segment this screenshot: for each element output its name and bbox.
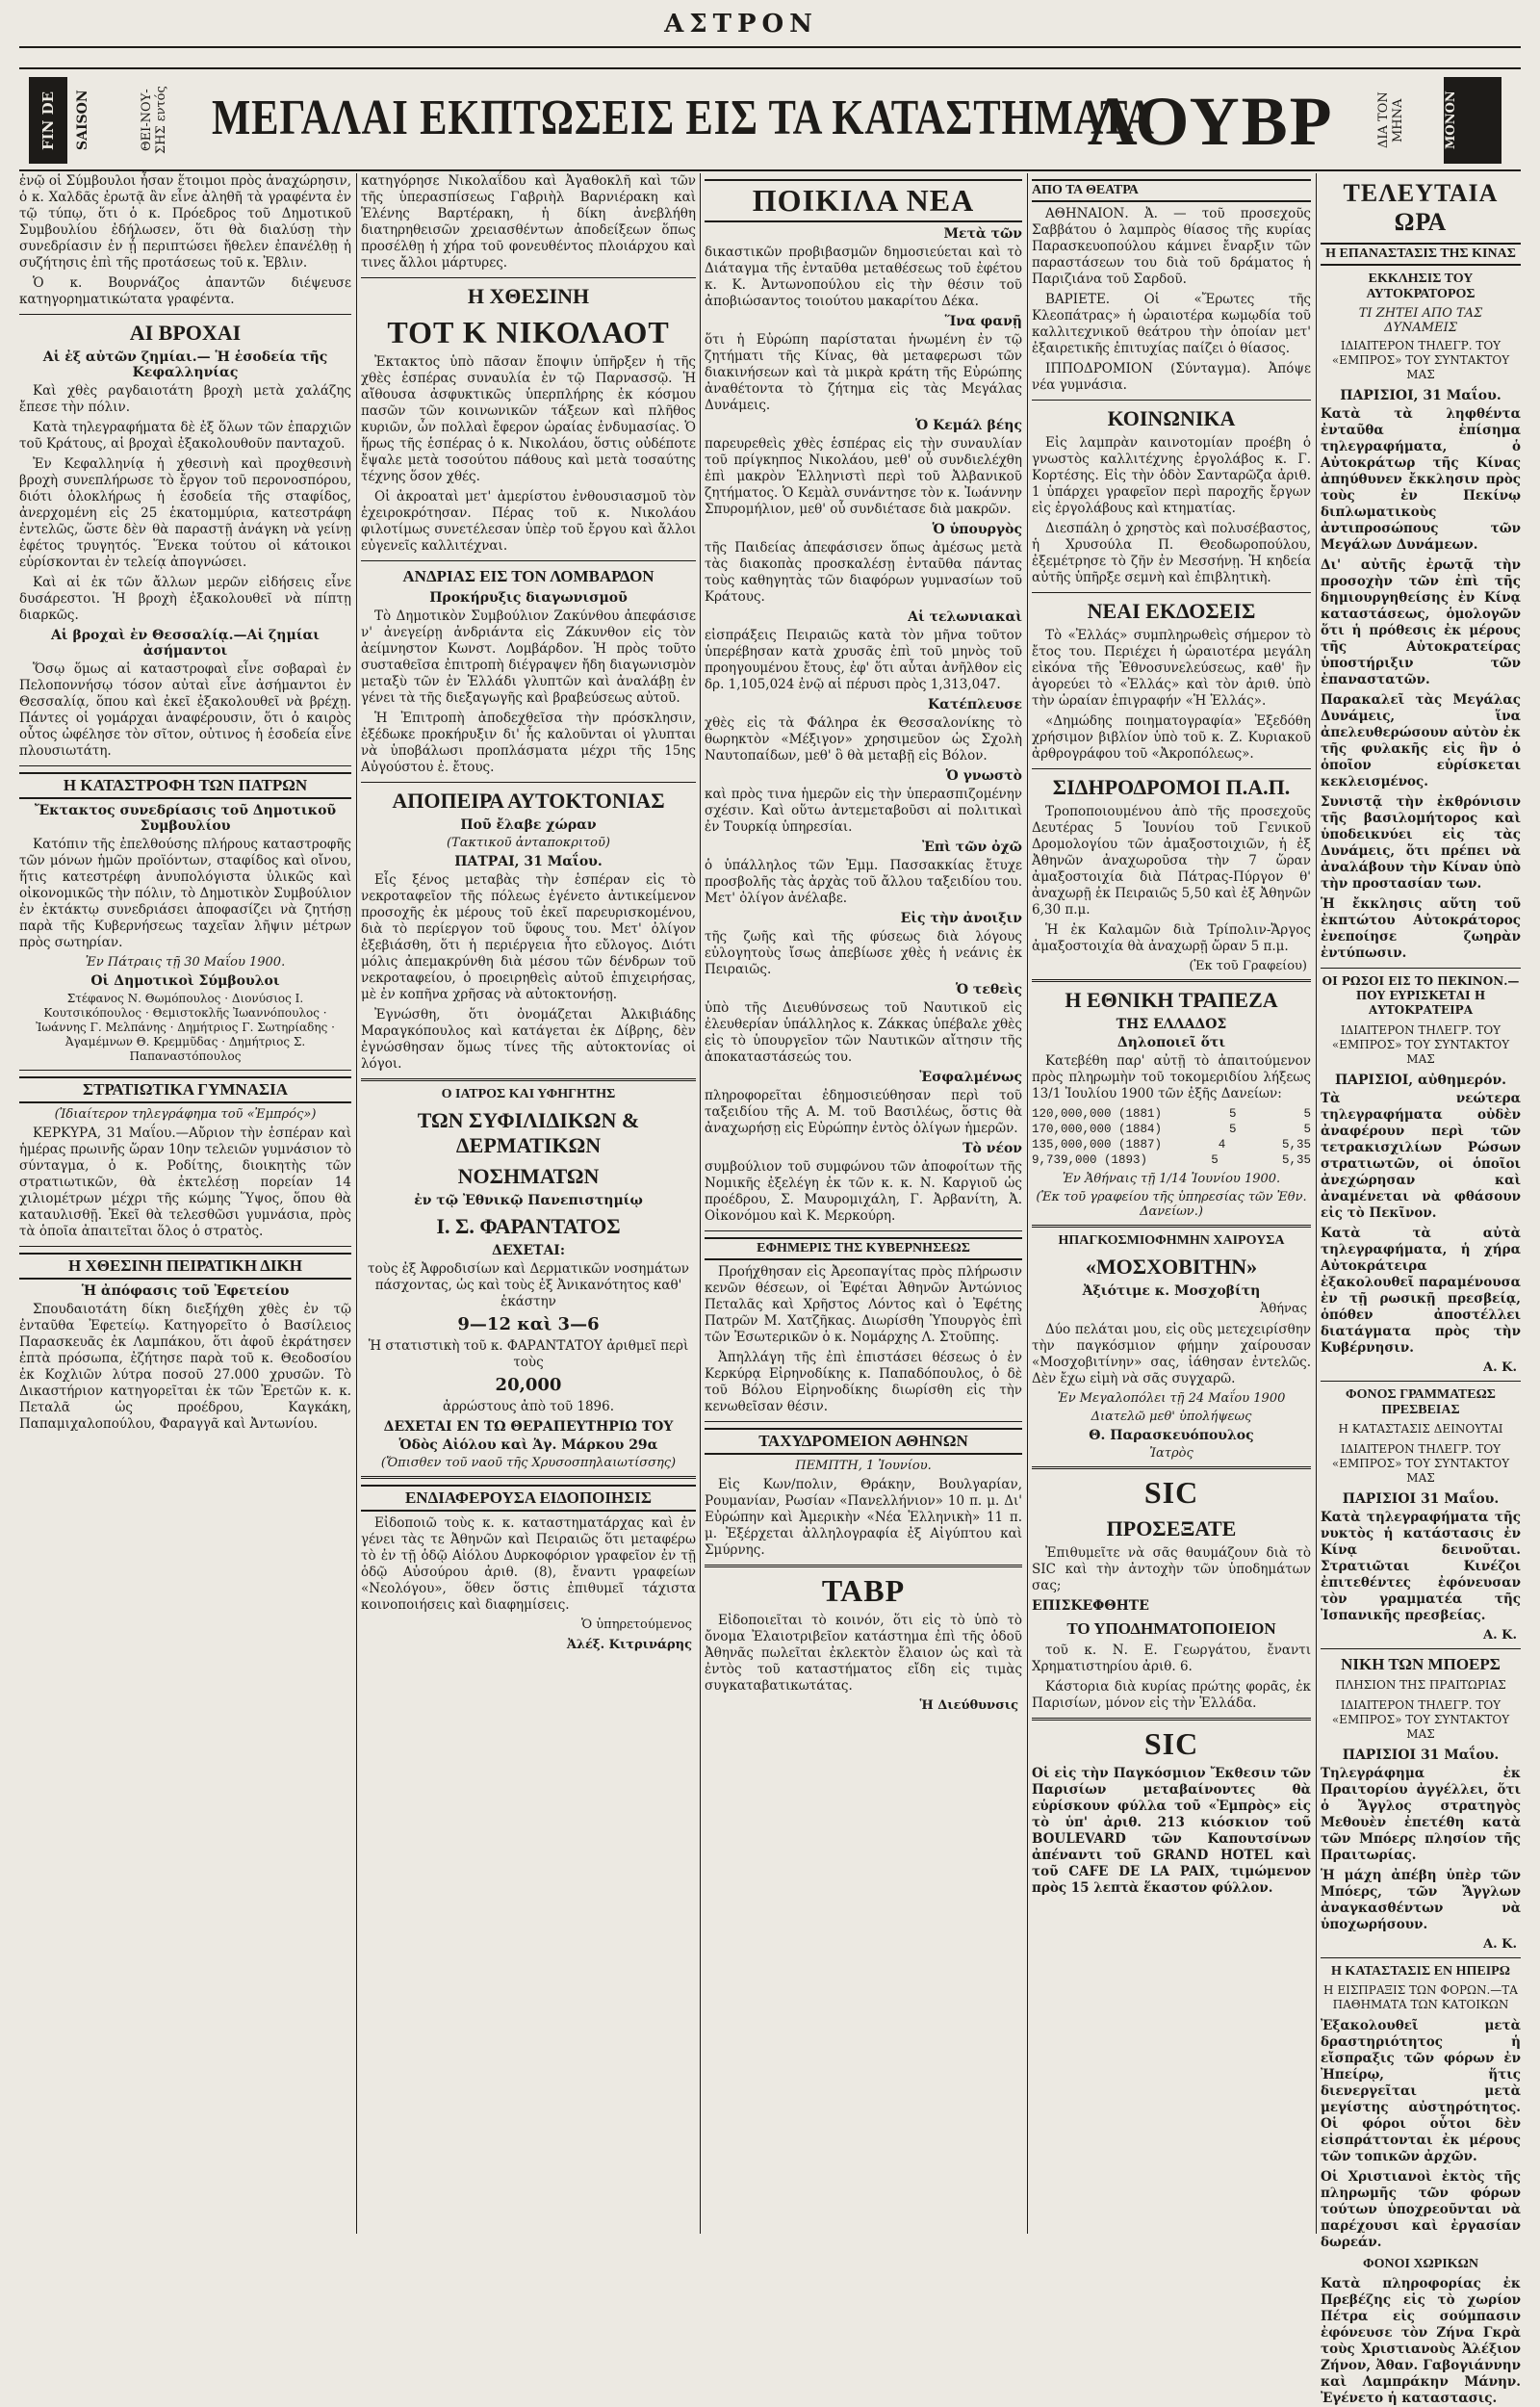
headline-social: ΚΟΙΝΩΝΙΚΑ	[1107, 406, 1236, 430]
subhead-bank-2: Δηλοποιεῖ ὅτι	[1116, 1035, 1226, 1050]
article-text: Κατόπιν τῆς ἐπελθούσης πλήρους καταστροφῆς τῶν μόνων ἡμῶν προϊόντων, σταφίδος καὶ οἴνου, ἥτις κατεστρέφη ἀνυπολόγιστα ὑλικῶς καὶ οἰκονομικῶς τὴν πόλιν, τὸ Δημοτικὸν Συμβούλιον ἐν ἐκτάκτῳ συνεδριάσει ἀποφασίζει νὰ ζητήσῃ παρὰ τῆς Κυβερνήσεως ταχεῖαν λῆψιν μέτρων πρὸς σωτηρίαν.	[19, 837, 351, 950]
article-text: «Δημώδης ποιηματογραφία» Ἐξεδόθη χρήσιμον βιβλίον ὑπὸ τοῦ κ. Ζ. Κυριακοῦ ἀρθρογράφου τοῦ «Ἀκροπόλεως».	[1032, 713, 1311, 762]
item-lead: Ἐσφαλμένως	[919, 1070, 1022, 1085]
hat-ad-salutation: Ἀξιότιμε κ. Μοσχοβίτη	[1082, 1283, 1261, 1299]
subhead-court: Ἡ ἀπόφασις τοῦ Ἐφετείου	[81, 1283, 290, 1299]
sic-visit: ΕΠΙΣΚΕΦΘΗΤΕ	[1032, 1598, 1149, 1614]
article-text: Ἐγνώσθη, ὅτι ὀνομάζεται Ἀλκιβιάδης Μαραγκόπουλος καὶ κατάγεται ἐκ Δίβρης, δὲν ἐγνώσθησαν ὅμως τίνες τῆς αὐτοκτονίας οἱ λόγοι.	[361, 1007, 696, 1072]
masthead-title: ΑΣΤΡΟΝ	[664, 10, 818, 39]
divider	[361, 1476, 696, 1479]
signature: Θ. Παρασκευόπουλος	[1089, 1428, 1254, 1443]
headline-bank: Η ΕΘΝΙΚΗ ΤΡΑΠΕΖΑ	[1065, 988, 1278, 1012]
article-text: Δι' αὐτῆς ἐρωτᾷ τὴν προσοχὴν τῶν ἐπὶ τῆς δημιουργηθείσης ἐν Κίνᾳ καταστάσεως, ὁμολογῶν ὅτι ἡ πρόθεσις ἐκ μέρους τῆς Αὐτοκρατείρας ὑποστήριξιν τῶν ἐπαναστατῶν.	[1321, 557, 1521, 687]
article-text: Κάστορια διὰ κυρίας πρώτης φορᾶς, ἐκ Παρισίων, μόνον εἰς τὴν Ἑλλάδα.	[1032, 1679, 1311, 1711]
article-text: χθὲς εἰς τὰ Φάληρα ἐκ Θεσσαλονίκης τὸ θωρηκτὸν «Μέξιγον» χρησιμεῦον ὡς Σχολὴ Ναυτοπαίδων, μεθ' ὃ θὰ μεταβῇ εἰς Βόλον.	[705, 715, 1022, 764]
divider	[1321, 1381, 1521, 1382]
members-list: Στέφανος Ν. Θωμόπουλος · Διονύσιος Ι. Κουτσικόπουλος · Θεμιστοκλῆς Ἰωαννόπουλος · Ἰωάννης Γ. Μελπάνης · Δημήτριος Γ. Σωτηρίαδης · Ἀγαμέμνων Θ. Κρεμμῦδας · Δημήτριος Σ. Παπαναστόπουλος	[36, 992, 335, 1063]
dateline: ΠΑΡΙΣΙΟΙ, 31 Μαΐου.	[1340, 388, 1502, 403]
loan-table	[1032, 1106, 1311, 1168]
divider	[19, 765, 351, 766]
sic-store: ΤΟ ΥΠΟΔΗΜΑΤΟΠΟΙΕΙΟΝ	[1066, 1619, 1276, 1638]
divider	[1321, 1957, 1521, 1958]
article-text: Εἰς λαμπρὰν καινοτομίαν προέβη ὁ γνωστὸς καλλιτέχνης ἐργολάβος κ. Γ. Κορτέσης. Εἰς τὴν ὁδὸν Σανταρῶζα ἀριθ. 1 ὑπάρχει γραφεῖον περὶ παροχῆς ἔργων εἰς ἐργολάβους καὶ κτηματίας.	[1032, 435, 1311, 516]
dateline: Ἐν Πάτραις τῇ 30 Μαΐου 1900.	[85, 955, 286, 970]
item-lead: Αἱ τελωνιακαὶ	[908, 609, 1022, 625]
dateline: ΠΑΡΙΣΙΟΙ, αὐθημερόν.	[1334, 1073, 1507, 1088]
subhead-murder: Η ΚΑΤΑΣΤΑΣΙΣ ΔΕΙΝΟΥΤΑΙ	[1338, 1422, 1503, 1436]
dateline: Ἐν Μεγαλοπόλει τῇ 24 Μαΐου 1900	[1057, 1391, 1286, 1406]
headline-poikila: ΠΟΙΚΙΛΑ ΝΕΑ	[705, 179, 1022, 222]
divider	[361, 782, 696, 783]
headline-statue: ΑΝΔΡΙΑΣ ΕΙΣ ΤΟΝ ΛΟΜΒΑΡΔΟΝ	[402, 567, 654, 585]
ad-headline: ΜΕΓΑΛΑΙ ΕΚΠΤΩΣΕΙΣ ΕΙΣ ΤΑ ΚΑΤΑΣΤΗΜΑΤΑ	[212, 91, 1155, 145]
article-text: Ὅσῳ ὅμως αἱ καταστροφαὶ εἶνε σοβαραὶ ἐν Πελοποννήσῳ τόσον αὐταὶ εἶνε ἀσήμαντοι ἐν Θεσσαλίᾳ, ὅπου καὶ ἐκεῖ ἐξακολουθεῖ νὰ βρέχῃ. Πάντες οἱ γομάρχαι ἀναφέρουσιν, ὅτι ὁ καιρὸς οὗτος ὠφέλησε τὸν σῖτον, οὐτινος ἡ ἑσοδεία εἶνε πλουσιωτάτη.	[19, 661, 351, 759]
divider	[361, 277, 696, 278]
subhead-bank: ΤΗΣ ΕΛΛΑΔΟΣ	[1116, 1017, 1227, 1032]
dateline: ΠΑΡΙΣΙΟΙ 31 Μαΐου.	[1342, 1747, 1500, 1763]
item-lead: Ὁ τεθεὶς	[955, 982, 1022, 997]
article-text: Κατεβέθη παρ' αὐτῇ τὸ ἀπαιτούμενον πρὸς πληρωμὴν τοῦ τοκομεριδίου λήξεως 13/1 Ἰουλίου 1900 τῶν ἐξῆς Δανείων:	[1032, 1053, 1311, 1101]
signature: Α. Κ.	[1483, 1628, 1517, 1643]
doctor-ad-hours: 9—12 καὶ 3—6	[457, 1314, 600, 1334]
article-text: Παρακαλεῖ τὰς Μεγάλας Δυνάμεις, ἵνα ἀπελευθερώσουν αὐτὸν ἐκ τῆς φυλακῆς εἰς ἣν ὁ ὁποῖον εὑρίσκεται κεκλεισμένος.	[1321, 692, 1521, 789]
doctor-ad-text: Ἡ στατιστικὴ τοῦ κ. ΦΑΡΑΝΤΑΤΟΥ ἀριθμεῖ περὶ τοὺς	[368, 1338, 689, 1370]
article-text: Ἐξακολουθεῖ μετὰ δραστηριότητος ἡ εἴσπραξις τῶν φόρων ἐν Ἠπείρῳ, ἥτις διενεργεῖται μετὰ μεγίστης αὐστηρότητος. Οἱ φόροι οὗτοι δὲν εἰσπράττονται ἐκ μέρους τῶν τοπικῶν ἀρχῶν.	[1321, 2018, 1521, 2164]
ad-season: SAISON	[75, 90, 90, 151]
article-text: ὅτι ἡ Εὐρώπη παρίσταται ἡνωμένη ἐν τῷ ζητήματι τῆς Κίνας, θὰ μεταφερωσι τῶν διακινήσεων καὶ τὰ μικρὰ κράτη τῆς Εὐρώπης ἀναθέτοντα τὸ ζήτημα εἰς τὰς Μεγάλας Δυνάμεις.	[705, 332, 1022, 413]
headline-notice: ΕΝΔΙΑΦΕΡΟΥΣΑ ΕΙΔΟΠΟΙΗΣΙΣ	[361, 1485, 696, 1512]
source-note: (Τακτικοῦ ἀνταποκριτοῦ)	[446, 836, 610, 850]
doctor-ad-specialty-2: ΝΟΣΗΜΑΤΩΝ	[457, 1164, 600, 1188]
item-lead: Κατέπλευσε	[928, 697, 1022, 712]
article-text: Διεσπάλη ὁ χρηστὸς καὶ πολυσέβαστος, ἡ Χρυσούλα Π. Θεοδωροπούλου, ἐξεμέτρησε τὸ ζῆν ἐν Μεσσήνῃ. Ἡ κηδεία αὐτῆς ὑπῆρξε σεμνὴ καὶ ἐπιβλητικὴ.	[1032, 521, 1311, 585]
item-lead: Ὁ Κεμάλ βέης	[915, 418, 1022, 433]
doctor-ad-count: 20,000	[495, 1375, 562, 1395]
subhead-emperor: ΤΙ ΖΗΤΕΙ ΑΠΟ ΤΑΣ ΔΥΝΑΜΕΙΣ	[1358, 306, 1483, 335]
article-text: ΑΘΗΝΑΙΟΝ. Ἀ. — τοῦ προσεχοῦς Σαββάτου ὁ λαμπρὸς θίασος τῆς κυρίας Παρασκευοπούλου κάμνει ἔναρξιν τῶν παραστάσεων του διὰ τοῦ δράματος ἡ Παριζιάνα τοῦ Σαρδοῦ.	[1032, 206, 1311, 287]
divider	[1032, 1718, 1311, 1721]
column-separator	[1027, 173, 1028, 2234]
item-lead: Ὁ ὑπουργὸς	[932, 522, 1022, 537]
signature-pre: Ὁ ὑπηρετούμενος	[580, 1618, 692, 1632]
article-text: Εἷς ξένος μεταβὰς τὴν ἑσπέραν εἰς τὸ νεκροταφεῖον τῆς πόλεως ἐγένετο ἀντικείμενον προσοχῆς ἐκ μέρους τοῦ ἐκεῖ παρευρισκομένου, διὰ τὸ περίεργον τοῦ ὕφους του. Μετ' ὀλίγον ἐξεβιάσθη, ὅτι ἡ περιέργεια ἦτο εὔλογος. Διότι μόλις ἀπεμακρύνθη διὰ μέσου τῶν δένδρων τοῦ νεκροταφείου, ὁ προειρηθεὶς αὐτοῦ ἐπιχειρήσας, μὲ ἐν κοπῆνα χρῆσας νὰ αὐτοκτονήσῃ.	[361, 872, 696, 1002]
article-text: ΚΕΡΚΥΡΑ, 31 Μαΐου.—Αὔριον τὴν ἑσπέραν καὶ ἡμέρας πρωινῆς ὥραν 10ην τελειῶν γυμνάσιον τὸ σύνταγμα, ὁ κ. Ροδίτης, διοικητὴς τῶν στρατιωτικῶν, θὰ ἐκτελέσῃ πορείαν 14 χιλιομέτρων μέχρι τῆς κώμης Ὕψος, ὅπου θὰ καταυλισθῇ. Ἐκεῖ θὰ τελεσθῶσι γυμνάσια, πρὸς τὰ ὁποῖα ἀπαιτεῖται ὅλος ὁ στρατὸς.	[19, 1126, 351, 1239]
doctor-ad-dexetai: ΔΕΧΕΤΑΙ:	[491, 1243, 566, 1258]
item-lead: Ὁ γνωστὸ	[945, 768, 1022, 784]
divider	[1032, 1225, 1311, 1228]
item-lead: Ἵνα φανῇ	[944, 314, 1022, 329]
article-text: Ὁ κ. Βουρνάζος ἀπαντῶν διέψευσε κατηγορηματικώτατα γραφέντα.	[19, 275, 351, 307]
doctor-ad-university: ἐν τῷ Ἐθνικῷ Πανεπιστημίῳ	[414, 1193, 643, 1208]
signature-pre: Διατελῶ μεθ' ὑπολήψεως	[1091, 1410, 1252, 1424]
item-lead: Εἰς τὴν ἀνοιξιν	[900, 911, 1022, 926]
divider	[361, 560, 696, 561]
ad-brand: ΛΟΥΒΡ	[1088, 83, 1334, 160]
headline-sic: SIC	[1143, 1475, 1199, 1510]
divider	[1032, 400, 1311, 401]
headline-post: ΤΑΧΥΔΡΟΜΕΙΟΝ ΑΘΗΝΩΝ	[705, 1428, 1022, 1455]
article-text: Ἐπιθυμεῖτε νὰ σᾶς θαυμάζουν διὰ τὸ SIC καὶ τὴν ἀντοχὴν τῶν ὑποδημάτων σας;	[1032, 1545, 1311, 1593]
article-text: ὑπὸ τῆς Διευθύνσεως τοῦ Ναυτικοῦ εἰς ἐλευθερίαν ὑπάλληλος κ. Ζάκκας ὑπέβαλε χθὲς εἰς τὸ ὑπουργεῖον τῶν Ναυτικῶν αἴτησιν τῆς ἀποκαταστάσεώς του.	[705, 1000, 1022, 1065]
ad-monon: ΜΟΝΟΝ	[1444, 77, 1502, 164]
signature: Α. Κ.	[1483, 1360, 1517, 1375]
article-text: τῆς ζωῆς καὶ τῆς φύσεως διὰ λόγους εὐλογητοὺς ἴσως ἀπεβίωσε χθὲς ἡ νεάνις ἐκ Πειραιῶς.	[705, 929, 1022, 977]
article-text: ἐνῷ οἱ Σύμβουλοι ἦσαν ἕτοιμοι πρὸς ἀναχώρησιν, ὁ κ. Χαλδᾶς ἐρωτᾷ ἂν εἶνε ἀληθῆ τὰ γραφέντα ἐν τῷ τύπῳ, ὅτι ὁ κ. Πρόεδρος τοῦ Δημοτικοῦ Συμβουλίου ἐδήλωσεν, ὅτι θὰ διαλύσῃ τὴν συνεδρίασιν ἐν ᾗ περιπτώσει ἤθελεν ἐπανέλθῃ ἡ συζήτησις ἐπὶ τῆς προτάσεως τοῦ κ. Ἐβλιν.	[19, 173, 351, 271]
signature-role: Ἰατρὸς	[1149, 1446, 1194, 1461]
source-note: (Ἐκ τοῦ γραφείου τῆς ὑπηρεσίας τῶν Ἐθν. Δανείων.)	[1036, 1190, 1307, 1219]
article-text: Οἱ ἀκροαταὶ μετ' ἀμερίστου ἐνθουσιασμοῦ τὸν ἐχειροκρότησαν. Πέρας τοῦ κ. Νικολάου φιλοτίμως συνετέλεσαν ὑπὲρ τοῦ ἔργου καὶ ἄλλοι εὐγενεῖς καλλιτέχναι.	[361, 489, 696, 554]
headline-boers: ΝΙΚΗ ΤΩΝ ΜΠΟΕΡΣ	[1341, 1655, 1501, 1673]
ad-left-block	[29, 77, 202, 164]
divider	[361, 1078, 696, 1081]
doctor-ad-title: Ο ΙΑΤΡΟΣ ΚΑΙ ΥΦΗΓΗΤΗΣ	[441, 1087, 616, 1101]
dateline: ΠΑΡΙΣΙΟΙ 31 Μαΐου.	[1342, 1491, 1500, 1507]
column-separator	[1316, 173, 1317, 2234]
sic-subhead: ΠΡΟΣΕΞΑΤΕ	[1106, 1516, 1237, 1540]
article-text: πληροφορεῖται ἐδημοσιεύθησαν περὶ τοῦ ταξειδίου τῆς Α. Μ. τοῦ Βασιλέως, ὅστις θὰ ἀναχωρήσῃ εἰς Εὐρώπην ἐντὸς ὀλίγων ἡμερῶν.	[705, 1088, 1022, 1136]
divider	[1321, 968, 1521, 969]
divider	[19, 314, 351, 315]
doctor-ad-text: ἀρρώστους ἀπὸ τοῦ 1896.	[442, 1399, 615, 1414]
article-text: Κατὰ τὰ αὐτὰ τηλεγραφήματα, ἡ χήρα Αὐτοκράτειρα ἐξακολουθεῖ παραμένουσα ἐν τῇ ρωσικῇ πρεσβείᾳ, ὁπόθεν ἀποστέλλει διατάγματα πρὸς τὴν Κυβέρνησιν.	[1321, 1226, 1521, 1356]
headline-china: Η ΕΠΑΝΑΣΤΑΣΙΣ ΤΗΣ ΚΙΝΑΣ	[1321, 243, 1521, 266]
article-text: ΙΠΠΟΔΡΟΜΙΟΝ (Σύνταγμα). Ἀπόψε νέα γυμνάσια.	[1032, 361, 1311, 393]
ad-fin-de: FIN DE	[29, 77, 67, 164]
headline-hat-ad: ΗΠΑΓΚΟΣΜΙΟΦΗΜΗΝ ΧΑΙΡΟΥΣΑ	[1058, 1233, 1285, 1248]
subhead-epirus: Η ΕΙΣΠΡΑΞΙΣ ΤΩΝ ΦΟΡΩΝ.—ΤΑ ΠΑΘΗΜΑΤΑ ΤΩΝ ΚΑΤΟΙΚΩΝ	[1323, 1983, 1518, 2011]
subhead-rains: Αἱ ἐξ αὐτῶν ζημίαι.— Ἡ ἑσοδεία τῆς Κεφαλληνίας	[42, 349, 328, 380]
article-text: δικαστικῶν προβιβασμῶν δημοσιεύεται καὶ τὸ Διάταγμα τῆς ἐνταῦθα μεταθέσεως τοῦ ἐφέτου κ. Κ. Ἀντωνοπούλου εἰς τὴν θέσιν τοῦ ἀποβιώσαντος τοιούτου μακαρίτου Δέκα.	[705, 245, 1022, 309]
ad-dia-ton-mina: ΔΙΑ ΤΟΝ ΜΗΝΑ	[1376, 91, 1405, 149]
doctor-ad-address: Ὁδὸς Αἰόλου καὶ Ἁγ. Μάρκου 29α	[398, 1437, 658, 1453]
source-note: (Ἐκ τοῦ Γραφείου)	[1189, 959, 1307, 973]
article-text: Ἡ ἐκ Καλαμῶν διὰ Τρίπολιν-Ἄργος ἀμαξοστοιχία θὰ ἀναχωρῇ ὥραν 5 π.μ.	[1032, 922, 1311, 954]
column-separator	[356, 173, 357, 2234]
masthead-rule	[19, 46, 1521, 48]
headline-tabor: ΤΑΒΡ	[821, 1573, 906, 1608]
subhead-patras: Ἔκτακτος συνεδρίασις τοῦ Δημοτικοῦ Συμβουλίου	[34, 803, 337, 834]
article-text: Ἐν Κεφαλληνίᾳ ἡ χθεσινὴ καὶ προχθεσινὴ βροχὴ συνεπλήρωσε τὸ ἔργον τοῦ περονοσπόρου, διότι ὁλοκλήρως ἡ ἑσοδεία τῆς σταφίδος, ἀνερχομένη εἰς 25 ἑκατομμύρια, κατεστράφη ἐντελῶς, ὥστε δὲν θὰ παραστῇ ἀνάγκη νὰ γείνῃ ἐφέτος τρυγητός. Ἕνεκα τούτου οἱ κάτοικοι εὑρίσκονται ἐν τελείᾳ ἀπογνώσει.	[19, 456, 351, 570]
column-4	[1032, 173, 1311, 2234]
column-2	[361, 173, 696, 2234]
hat-ad-name: «ΜΟΣΧΟΒΙΤΗΝ»	[1085, 1255, 1258, 1279]
divider	[705, 1421, 1022, 1422]
article-text: κατηγόρησε Νικολαΐδου καὶ Ἀγαθοκλῆ καὶ τῶν τῆς ὑπερασπίσεως Γαβριὴλ Βαρνιέρακη καὶ Ἑλένης Βαρτέρακη, ἡ δίκη ἀνεβλήθη διατηρηθεισῶν χρειασθέντων ἀποδείξεων ὅπως προσέλθῃ ἡ χήρα τοῦ φονευθέντος πλοιάρχου καὶ τινες ἄλλοι μάρτυρες.	[361, 173, 696, 271]
article-text: καὶ πρὸς τινα ἡμερῶν εἰς τὴν ὑπερασπιζομένην σχέσιν. Καὶ οὕτω ἀντεμεταβοῦσι αἱ πολιτικαὶ ἐν Τουρκίᾳ ὑπηρεσίαι.	[705, 787, 1022, 835]
signature: Α. Κ.	[1483, 1937, 1517, 1952]
subhead-boers: ΠΛΗΣΙΟΝ ΤΗΣ ΠΡΑΙΤΩΡΙΑΣ	[1335, 1678, 1506, 1692]
headline-new-editions: ΝΕΑΙ ΕΚΔΟΣΕΙΣ	[1087, 599, 1256, 623]
article-text: Εἰδοποιεῖται τὸ κοινόν, ὅτι εἰς τὸ ὑπὸ τὸ ὄνομα Ἐλαιοτριβεῖον κατάστημα ἐπὶ τῆς ὁδοῦ Ἀθηνᾶς πωλεῖται ἐκλεκτὸν ἔλαιον ὡς καὶ τὰ ἐντὸς τοῦ καταστήματος εἴδη εἰς τιμὰς συγκαταβατικωτάτας.	[705, 1613, 1022, 1694]
column-5	[1321, 173, 1521, 2406]
article-text: Εἰς Κων/πολιν, Θράκην, Βουλγαρίαν, Ρουμανίαν, Ρωσίαν «Πανελλήνιον» 10 π. μ. Δι' Εὐρώπην καὶ Ἀμερικὴν «Νέα Ἑλληνικὴ» 11 π. μ. Ἐξέρχεται ἀλληλογραφία ἐξ Αἰγύπτου καὶ Σμύρνης.	[705, 1477, 1022, 1558]
headline-suicide: ΑΠΟΠΕΙΡΑ ΑΥΤΟΚΤΟΝΙΑΣ	[392, 789, 665, 813]
table-row: 9,739,000 (1893) 5 5,35	[1032, 1153, 1311, 1167]
article-text: Καὶ χθὲς ραγδαιοτάτη βροχὴ μετὰ χαλάζης ἔπεσε τὴν πόλιν.	[19, 383, 351, 415]
headline-murder-2: ΦΟΝΟΙ ΧΩΡΙΚΩΝ	[1363, 2257, 1478, 2271]
headline-last-hour: ΤΕΛΕΥΤΑΙΑ ΩΡΑ	[1343, 179, 1499, 236]
divider	[705, 1565, 1022, 1567]
article-text: Οἱ εἰς τὴν Παγκόσμιον Ἔκθεσιν τῶν Παρισίων μεταβαίνοντες θὰ εὑρίσκουν φύλλα τοῦ «Ἐμπρὸς» εἰς τὸ ὑπ' ἀριθ. 213 κιόσκιον τοῦ BOULEVARD τῶν Καπουτσίνων ἀπέναντι τοῦ GRAND HOTEL καὶ τοῦ CAFE DE LA PAIX, τιμώμενον πρὸς 15 λεπτὰ ἕκαστον φύλλον.	[1032, 1766, 1311, 1896]
article-text: Κατὰ τὰ ληφθέντα ἐνταῦθα ἐπίσημα τηλεγραφήματα, ὁ Αὐτοκράτωρ τῆς Κίνας ἀπηύθυνεν ἔκκλησιν πρὸς τοὺς ἐν Πεκίνῳ διπλωματικοὺς ἀντιπροσώπους τῶν Μεγάλων Δυνάμεων.	[1321, 406, 1521, 553]
headline-military: ΣΤΡΑΤΙΩΤΙΚΑ ΓΥΜΝΑΣΙΑ	[19, 1076, 351, 1103]
doctor-ad-address-note: (Ὄπισθεν τοῦ ναοῦ τῆς Χρυσοσπηλαιωτίσσης)	[380, 1456, 677, 1470]
headline-court: Η ΧΘΕΣΙΝΗ ΠΕΙΡΑΤΙΚΗ ΔΙΚΗ	[19, 1253, 351, 1280]
newspaper-page	[19, 10, 1521, 2406]
divider	[1032, 1466, 1311, 1469]
louvre-ad-banner	[19, 72, 1521, 168]
telegram-source: ΙΔΙΑΙΤΕΡΟΝ ΤΗΛΕΓΡ. ΤΟΥ «ΕΜΠΡΟΣ» ΤΟΥ ΣΥΝΤΑΚΤΟΥ ΜΑΣ	[1331, 1698, 1510, 1741]
dateline: Ἐν Ἀθήναις τῇ 1/14 Ἰουνίου 1900.	[1062, 1172, 1281, 1186]
doctor-ad-text: τοὺς ἐξ Ἀφροδισίων καὶ Δερματικῶν νοσημάτων πάσχοντας, ὡς καὶ τοὺς ἐξ Ἀνικανότητος καθ' ἑκάστην	[368, 1261, 689, 1309]
doctor-ad-specialty: ΤΩΝ ΣΥΦΙΛΙΔΙΚΩΝ & ΔΕΡΜΑΤΙΚΩΝ	[417, 1108, 640, 1157]
headline-gazette: ΕΦΗΜΕΡΙΣ ΤΗΣ ΚΥΒΕΡΝΗΣΕΩΣ	[705, 1237, 1022, 1260]
source-note: (Ἰδιαίτερον τηλεγράφημα τοῦ «Ἐμπρός»)	[54, 1107, 317, 1122]
article-text: Καὶ αἱ ἐκ τῶν ἄλλων μερῶν εἰδήσεις εἶνε δυσάρεστοι. Ἡ βροχὴ ἐξακολουθεῖ νὰ πίπτῃ διαρκῶς.	[19, 575, 351, 623]
column-1	[19, 173, 351, 2234]
article-text: Ἡ ἔκκλησις αὕτη τοῦ ἐκπτώτου Αὐτοκράτορος ἐνεποίησε ζωηρὰν ἐντύπωσιν.	[1321, 896, 1521, 961]
article-text: Ἀπηλλάγη τῆς ἐπὶ ἐπιστάσει θέσεως ὁ ἐν Κερκύρᾳ Εἰρηνοδίκης κ. Παπαδόπουλος, ὁ δὲ τοῦ Βόλου Εἰρηνοδίκης διωρίσθη εἰς τὴν κενωθεῖσαν θέσιν.	[705, 1350, 1022, 1414]
subhead-thessaly: Αἱ βροχαὶ ἐν Θεσσαλίᾳ.—Αἱ ζημίαι ἀσήμαντοι	[50, 628, 321, 659]
ad-right-block	[1376, 77, 1511, 164]
article-text: παρευρεθεὶς χθὲς ἑσπέρας εἰς τὴν συναυλίαν τοῦ πρίγκηπος Νικολάου, μεθ' οὗ συνδιελέχθη ἐπὶ μακρὸν Ἑλληνιστὶ περὶ τοῦ Ἀλβανικοῦ ζητήματος. Ὁ Κεμὰλ συνάντησε τὸν κ. Ἰωάννην Σπυρομήλιον, μεθ' οὗ συνδιέτασε διὰ μακρῶν.	[705, 436, 1022, 517]
table-row: 120,000,000 (1881) 5 5	[1032, 1107, 1311, 1121]
article-text: Τηλεγράφημα ἐκ Πραιτορίου ἀγγέλλει, ὅτι ὁ Ἄγγλος στρατηγὸς Μεθουὲν ἐπετέθη κατὰ τῶν Μπόερς πλησίον τῆς Πραιτωρίας.	[1321, 1766, 1521, 1863]
article-text: εἰσπράξεις Πειραιῶς κατὰ τὸν μῆνα τοῦτον ὑπερέβησαν κατὰ χρυσᾶς ἐπὶ τοῦ μηνὸς τοῦ προηγουμένου ἔτους, ἐφ' ὅτι αὗται ἀνῆλθον εἰς δρ. 1,105,024 ἐνῷ αἱ πέρυσι πρὸς 1,313,047.	[705, 628, 1022, 692]
article-text: Τὰ νεώτερα τηλεγραφήματα οὐδὲν ἀναφέρουν περὶ τῶν τετρακισχιλίων Ρώσων στρατιωτῶν, οἱ ὁποῖοι ἀνεχώρησαν καὶ ἀναμένεται νὰ φθάσουν εἰς τὸ Πεκῖνον.	[1321, 1091, 1521, 1221]
telegram-source: ΙΔΙΑΙΤΕΡΟΝ ΤΗΛΕΓΡ. ΤΟΥ «ΕΜΠΡΟΣ» ΤΟΥ ΣΥΝΤΑΚΤΟΥ ΜΑΣ	[1331, 1023, 1510, 1066]
divider	[1032, 592, 1311, 593]
column-separator	[700, 173, 701, 2234]
headline-emperor: ΕΚΚΛΗΣΙΣ ΤΟΥ ΑΥΤΟΚΡΑΤΟΡΟΣ	[1366, 272, 1476, 301]
article-text: τῆς Παιδείας ἀπεφάσισεν ὅπως ἀμέσως μετὰ τὰς διακοπὰς προσκαλέσῃ ἐνταῦθα πάντας τοὺς καθηγητὰς τῶν διαφόρων γυμνασίων τοῦ Κράτους.	[705, 540, 1022, 605]
divider	[1032, 979, 1311, 982]
item-lead: Τὸ νέον	[962, 1141, 1022, 1156]
subhead-suicide: Ποῦ ἔλαβε χώραν	[460, 817, 597, 833]
item-lead: Ἐπὶ τῶν ὀχῶ	[922, 840, 1022, 855]
article-text: Τὸ Δημοτικὸν Συμβούλιον Ζακύνθου ἀπεφάσισε ν' ἀνεγείρῃ ἀνδριάντα εἰς Ζάκυνθον εἰς τὸν ἀείμνηστον Κωνστ. Λομβάρδον. Ἡ πρὸς τοῦτο συσταθεῖσα ἐπιτροπὴ διέγραψεν ἤδη διαγωνισμὸν μεταξὺ τῶν ἐν Ἑλλάδι γλυπτῶν καὶ ἀναλάβῃ ἐν γένει τὰ τῆς διεξαγωγῆς καὶ βραβεύσεως αὐτοῦ.	[361, 608, 696, 706]
article-text: Ἡ μάχη ἀπέβη ὑπὲρ τῶν Μπόερς, τῶν Ἄγγλων ἀναγκασθέντων νὰ ὑποχωρήσουν.	[1321, 1868, 1521, 1932]
column-3	[705, 173, 1022, 2234]
article-text: Συνιστᾷ τὴν ἐκθρόνισιν τῆς βασιλομήτορος καὶ ὑποδεικνύει εἰς τὰς Δυνάμεις, ὅτι πρέπει νὰ ἀναλάβουν τὴν Κίναν ὑπὸ τὴν προστασίαν των.	[1321, 794, 1521, 892]
dateline: ΠΕΜΠΤΗ, 1 Ἰουνίου.	[795, 1459, 932, 1473]
article-text: Ἐκτακτος ὑπὸ πᾶσαν ἔποψιν ὑπῆρξεν ἡ τῆς χθὲς ἑσπέρας συναυλία ἐν τῷ Παρνασσῷ. Ἡ αἴθουσα ἀσφυκτικῶς ὑπερπλήρης ἐκ κόσμου πασῶν τῶν κοινωνικῶν τάξεων καὶ πλῆθος κυριῶν, ὧν πολλαὶ ἔφερον ὡραίας ἐνδυμασίας. Ὁ ἥρως τῆς ἑσπέρας ὁ κ. Νικολάου, ὅστις οὐδέποτε ἔψαλε μετὰ τοσούτου πάθους καὶ μετὰ τοσαύτης τέχνης ὅσον χθές.	[361, 354, 696, 484]
subhead-statue: Προκήρυξις διαγωνισμοῦ	[429, 590, 628, 606]
article-text: Τροποποιουμένου ἀπὸ τῆς προσεχοῦς Δευτέρας 5 Ἰουνίου τοῦ Γενικοῦ Δρομολογίου τῶν ἀμαξοστοιχιῶν, ἡ ἐξ Ἀθηνῶν ἀναχωροῦσα τὴν 7 ὥραν ἀμαξοστοιχία διὰ Πάτρας-Πύργον θ' ἀναχωρῇ ἐκ Πειραιῶς 5,50 καὶ ἐξ Ἀθηνῶν 6,30 π.μ.	[1032, 804, 1311, 918]
headline-murder: ΦΟΝΟΣ ΓΡΑΜΜΑΤΕΩΣ ΠΡΕΣΒΕΙΑΣ	[1346, 1387, 1496, 1417]
divider	[19, 1246, 351, 1247]
article-text: Ἡ Ἐπιτροπὴ ἀποδεχθεῖσα τὴν πρόσκλησιν, ἐξέδωκε προκήρυξιν δι' ἧς καλοῦνται οἱ γλυπται νὰ ὑποβάλωσι προπλάσματα μέχρι τῆς 15ης Αὐγούστου ἐ. ἔτους.	[361, 711, 696, 775]
article-text: Οἱ Χριστιανοὶ ἐκτὸς τῆς πληρωμῆς τῶν φόρων τούτων ὑποχρεοῦνται νὰ παρέχουσι καὶ ἐργασίαν δωρεάν.	[1321, 2169, 1521, 2250]
ad-entos: ΘΕΙ-ΝΟΥ-ΣΗΣ εντός	[140, 86, 168, 155]
divider	[1321, 1648, 1521, 1649]
article-text: Εἰδοποιῶ τοὺς κ. κ. καταστηματάρχας καὶ ἐν γένει τὰς τε Ἀθηνῶν καὶ Πειραιῶς ὅτι μεταφέρω τὸ ἐν τῇ ὁδῷ Αἰόλου Δυρκοφόριον γραφεῖον ἐν τῇ ὁδῷ Αὐσούρου ἀριθ. (8), ἔναντι γραφείων «Νεολόγου», ὅθεν ὅστις ἐπιθυμεῖ τάχιστα κοινοποιήσεις καὶ διαφημίσεις.	[361, 1515, 696, 1613]
article-text: Κατὰ πληροφορίας ἐκ Πρεβέζης εἰς τὸ χωρίον Πέτρα εἰς σούμπασιν ἐφόνευσε τὸν Ζήνα Γκρὰ τοὺς Χριστιανοὺς Ἀλέξιον Ζήνον, Ἀθαν. Γαβογιάννην καὶ Λαμπράκην Μάνην. Ἐγένετο ἡ καταστασις.	[1321, 2276, 1521, 2406]
headline-nicolaou: Η ΧΘΕΣΙΝΗ	[467, 284, 590, 308]
article-text: Τὸ «Ἐλλάς» συμπληρωθεὶς σήμερον τὸ ἔτος του. Περιέχει ἡ ὡραιοτέρα μεγάλη εἰκόνα τῆς Ἐθνοσυνελεύσεως, καθ' ἣν ἀγορεύει τὸ «Ἐλλάς» καὶ τὸν ἀριθ. ὑπὸ τὴν ὡραίαν ἐπιγραφήν «Ἡ Ἑλλάς».	[1032, 628, 1311, 709]
banner-top-rule	[19, 67, 1521, 69]
article-text: τοῦ κ. Ν. Ε. Γεωργάτου, ἔναντι Χρηματιστηρίου ἀριθ. 6.	[1032, 1643, 1311, 1674]
article-text: Προήχθησαν εἰς Ἀρεοπαγίτας πρὸς πλήρωσιν κενῶν θέσεων, οἱ Ἐφέται Ἀθηνῶν Ἀντώνιος Πεταλᾶς καὶ Χρῆστος Λόντος καὶ ὁ Ἐφέτης Πατρῶν Μ. Χατζῆκας. Διωρίσθη Ὑπουργὸς ἐπὶ τῶν Ἐσωτερικῶν ὁ κ. Νομάρχης Λ. Στοῦπης.	[705, 1264, 1022, 1345]
doctor-ad-name: Ι. Σ. ΦΑΡΑΝΤΑΤΟΣ	[436, 1214, 621, 1238]
headline-rains: ΑΙ ΒΡΟΧΑΙ	[129, 321, 242, 345]
headline-russians: ΟΙ ΡΩΣΟΙ ΕΙΣ ΤΟ ΠΕΚΙΝΟΝ.—ΠΟΥ ΕΥΡΙΣΚΕΤΑΙ Η ΑΥΤΟΚΡΑΤΕΙΡΑ	[1322, 974, 1520, 1017]
headline-sic-2: SIC	[1143, 1726, 1199, 1761]
signature: Ἡ Διεύθυνσις	[919, 1698, 1018, 1713]
headline-epirus: Η ΚΑΤΑΣΤΑΣΙΣ ΕΝ ΗΠΕΙΡΩ	[1331, 1964, 1510, 1979]
members-head: Οἱ Δημοτικοὶ Σύμβουλοι	[90, 973, 280, 989]
article-text: συμβούλιον τοῦ συμφώνου τῶν ἀποφοίτων τῆς Νομικῆς ἐξελέγη ἐκ τῶν κ. κ. Ν. Καργιοῦ ὡς προέδρου, Σ. Μαυρομιχάλη, Γ. Ἀρβανίτη, Ἀ. Οἰκονόμου καὶ Κ. Μερκούρη.	[705, 1159, 1022, 1224]
divider	[1032, 768, 1311, 769]
telegram-source: ΙΔΙΑΙΤΕΡΟΝ ΤΗΛΕΓΡ. ΤΟΥ «ΕΜΠΡΟΣ» ΤΟΥ ΣΥΝΤΑΚΤΟΥ ΜΑΣ	[1331, 339, 1510, 381]
telegram-source: ΙΔΙΑΙΤΕΡΟΝ ΤΗΛΕΓΡ. ΤΟΥ «ΕΜΠΡΟΣ» ΤΟΥ ΣΥΝΤΑΚΤΟΥ ΜΑΣ	[1331, 1442, 1510, 1485]
table-row: 170,000,000 (1884) 5 5	[1032, 1123, 1311, 1136]
article-text: ΒΑΡΙΕΤΕ. Οἱ «Ἔρωτες τῆς Κλεοπάτρας» ἡ ὡραιοτέρα κωμῳδία τοῦ καλλιτεχνικοῦ θεάτρου τὴν ὁποίαν μετ' ἐξαιρετικῆς ἐπιτυχίας παίζει ὁ θίασος.	[1032, 292, 1311, 356]
dateline: ΠΑΤΡΑΙ, 31 Μαΐου.	[454, 854, 603, 869]
doctor-ad-location: ΔΕΧΕΤΑΙ ΕΝ ΤΩ ΘΕΡΑΠΕΥΤΗΡΙΩ ΤΟΥ	[383, 1419, 674, 1435]
banner-bottom-rule	[19, 169, 1521, 171]
article-text: ὁ ὑπάλληλος τῶν Ἐμμ. Πασσακκίας ἔτυχε προσβολῆς τὰς ἀρχὰς τοῦ ἄλλου ταξειδίου του. Μετ' ὀλίγον ἀνέλαβε.	[705, 858, 1022, 906]
item-lead: Μετὰ τῶν	[943, 226, 1022, 242]
article-text: Δύο πελάται μου, εἰς οὓς μετεχειρίσθην τὴν παγκόσμιον φήμην χαίρουσαν «Μοσχοβιτίνην» σας, ἰάθησαν ἐντελῶς. Δὲν ἔχω εἰμὴ νὰ σᾶς συγχαρῶ.	[1032, 1322, 1311, 1386]
signature: Ἀλέξ. Κιτρινάρης	[566, 1638, 692, 1652]
headline-nicolaou-name: ΤΟΤ Κ ΝΙΚΟΛΑΟΤ	[387, 315, 670, 349]
divider	[19, 1070, 351, 1071]
headline-railways: ΣΙΔΗΡΟΔΡΟΜΟΙ Π.Α.Π.	[1052, 775, 1291, 799]
headline-theaters: ΑΠΟ ΤΑ ΘΕΑΤΡΑ	[1032, 179, 1311, 202]
divider	[705, 1230, 1022, 1231]
article-text: Κατὰ τηλεγραφήματα δὲ ἐξ ὅλων τῶν ἐπαρχιῶν τοῦ Κράτους, αἱ βροχαὶ ἐξακολουθοῦν πανταχοῦ.	[19, 420, 351, 452]
hat-ad-city: Ἀθήνας	[1260, 1302, 1307, 1316]
article-text: Κατὰ τηλεγραφήματα τῆς νυκτὸς ἡ κατάστασις ἐν Κίνᾳ δεινοῦται. Στρατιῶται Κινέζοι ἐπιτεθέντες ἐφόνευσαν τὸν γραμματέα τῆς Ἰσπανικῆς πρεσβείας.	[1321, 1510, 1521, 1623]
table-row: 135,000,000 (1887) 4 5,35	[1032, 1138, 1311, 1152]
headline-patras: Η ΚΑΤΑΣΤΡΟΦΗ ΤΩΝ ΠΑΤΡΩΝ	[19, 772, 351, 799]
article-text: Σπουδαιοτάτη δίκη διεξήχθη χθὲς ἐν τῷ ἐνταῦθα Ἐφετείῳ. Κατηγορεῖτο ὁ Βασίλειος Παρασκευᾶς ἐκ Λαμπάκου, ὅτι ἀφοῦ ἐκράτησεν ἑπτὰ πρόσωπα, ἐζήτησε παρὰ τοῦ κ. Θεοδοσίου ἐκ Κοχλιῶν λύτρα ποσοῦ 27.000 χρυσῶν. Τὸ Δικαστήριον κατηγορεῖται ἐκ τῶν Ἐρετῶν κ. κ. Πεταλᾶ ὡς προέδρου, Καγκάκη, Παπαμιχαλοπούλου, Φαραγγᾶ καὶ Ἀντωνίου.	[19, 1302, 351, 1432]
